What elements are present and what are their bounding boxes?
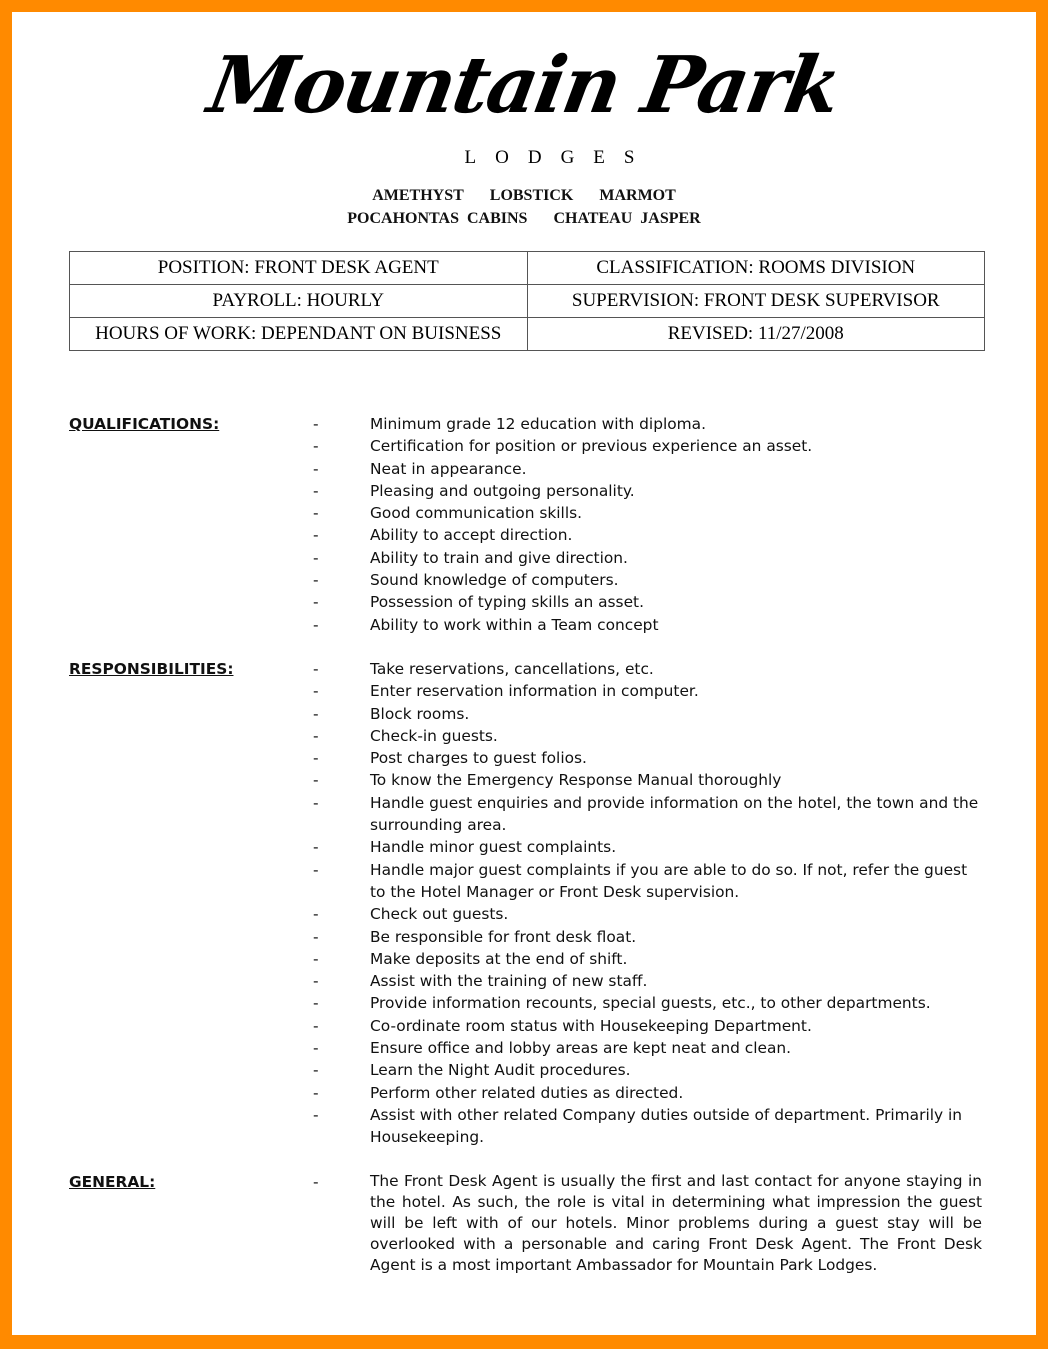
property-name: POCAHONTAS CABINS [347,210,528,227]
list-item: Sound knowledge of computers. [370,571,619,590]
bullet-dash: - [313,793,319,812]
bullet-dash: - [313,749,319,768]
list-item: Learn the Night Audit procedures. [370,1061,631,1080]
position-cell: POSITION: FRONT DESK AGENT [70,252,528,285]
bullet-dash: - [313,526,319,545]
list-item: Co-ordinate room status with Housekeeping Department. [370,1016,812,1035]
property-name: MARMOT [599,187,676,204]
revised-cell: REVISED: 11/27/2008 [527,318,985,351]
list-item: Make deposits at the end of shift. [370,949,628,968]
bullet-dash: - [313,459,319,478]
general-paragraph: The Front Desk Agent is usually the first and last contact for anyone staying in the hotel. As such, the role is vital in determining what impression the guest will be left with of our hotels. Minor problems during a guest stay will be overlooked with a personable and caring Front Desk Agent. The Front Desk Agent is a most important Ambassador for Mountain Park Lodges. [370,1171,982,1274]
section-heading: QUALIFICATIONS: [69,415,220,433]
bullet-dash: - [313,860,319,879]
classification-cell: CLASSIFICATION: ROOMS DIVISION [527,252,985,285]
property-name: LOBSTICK [489,187,574,204]
section-heading: RESPONSIBILITIES: [69,659,234,678]
list-item: Handle guest enquiries and provide information on the hotel, the town and the surrounding area. [370,793,979,835]
property-name: AMETHYST [372,187,464,204]
list-item: Provide information recounts, special guests, etc., to other departments. [370,994,931,1013]
bullet-dash: - [313,771,319,790]
bullet-dash: - [313,1105,319,1124]
responsibilities-section [69,658,984,1149]
bullet-dash: - [313,682,319,701]
list-item: Neat in appearance. [370,459,527,478]
table-row [70,318,985,351]
list-item: Assist with other related Company duties outside of department. Primarily in Housekeeping. [370,1105,963,1147]
list-item: Assist with the training of new staff. [370,972,648,991]
table-row [70,252,985,285]
bullet-dash: - [313,838,319,857]
property-name: CHATEAU JASPER [553,210,701,227]
properties-line-2 [0,210,1048,228]
qualifications-section [69,413,984,636]
bullet-dash: - [313,726,319,745]
list-item: Ability to accept direction. [370,526,573,545]
supervision-cell: SUPERVISION: FRONT DESK SUPERVISOR [527,285,985,318]
bullet-dash: - [313,972,319,991]
list-item: Good communication skills. [370,504,583,523]
list-item: Possession of typing skills an asset. [370,593,644,612]
list-item: Ability to train and give direction. [370,548,628,567]
list-item: Check out guests. [370,905,509,924]
list-item: Be responsible for front desk float. [370,927,637,946]
bullet-dash: - [313,1083,319,1102]
list-item: Minimum grade 12 education with diploma. [370,415,706,433]
bullet-dash: - [313,994,319,1013]
bullet-dash: - [313,949,319,968]
list-item: Ability to work within a Team concept [370,615,659,634]
bullet-dash: - [313,905,319,924]
bullet-dash: - [313,593,319,612]
bullet-dash: - [313,437,319,456]
list-item: Check-in guests. [370,726,498,745]
table-row [70,285,985,318]
hours-cell: HOURS OF WORK: DEPENDANT ON BUISNESS [70,318,528,351]
logo-subtitle: LODGES [464,147,654,168]
logo-wordmark: Mountain Park [201,40,847,131]
bullet-dash: - [313,704,319,723]
section-heading: GENERAL: [69,1172,156,1191]
list-item: Block rooms. [370,704,470,723]
bullet-dash: - [313,1172,319,1191]
bullet-dash: - [313,481,319,500]
general-section [69,1171,984,1276]
bullet-dash: - [313,571,319,590]
list-item: Handle minor guest complaints. [370,838,617,857]
bullet-dash: - [313,615,319,634]
bullet-dash: - [313,548,319,567]
list-item: Handle major guest complaints if you are able to do so. If not, refer the guest to the Hotel Manager or Front Desk supervision. [370,860,968,901]
bullet-dash: - [313,927,319,946]
payroll-cell: PAYROLL: HOURLY [70,285,528,318]
list-item: Enter reservation information in computer. [370,682,699,701]
bullet-dash: - [313,1061,319,1080]
bullet-dash: - [313,659,319,678]
list-item: Post charges to guest folios. [370,749,587,768]
document-body [69,413,984,1298]
list-item: Take reservations, cancellations, etc. [370,659,654,678]
list-item: To know the Emergency Response Manual thoroughly [370,771,782,790]
properties-line-1 [0,187,1048,205]
bullet-dash: - [313,504,319,523]
bullet-dash: - [313,415,319,433]
position-info-table [69,251,985,351]
bullet-dash: - [313,1016,319,1035]
list-item: Perform other related duties as directed. [370,1083,684,1102]
list-item: Certification for position or previous experience an asset. [370,437,813,456]
list-item: Pleasing and outgoing personality. [370,481,635,500]
bullet-dash: - [313,1039,319,1058]
list-item: Ensure office and lobby areas are kept neat and clean. [370,1039,792,1058]
